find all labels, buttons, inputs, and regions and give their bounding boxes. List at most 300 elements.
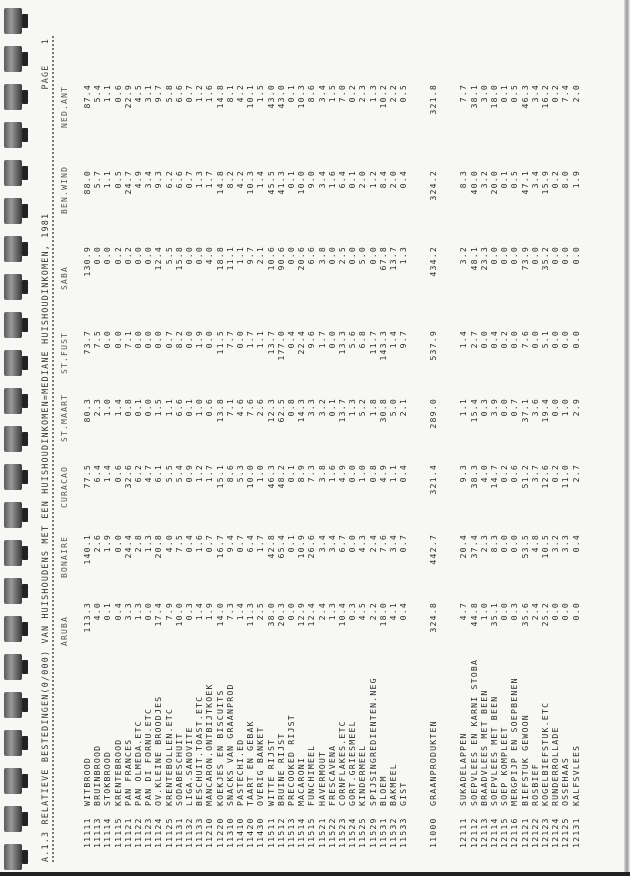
cell-value: 5.8 [163, 84, 174, 103]
cell-value: 1.1 [235, 246, 245, 265]
row-code: 11531 [377, 817, 388, 848]
cell-value: 0.0 [184, 246, 194, 265]
binding-ring-icon [4, 616, 22, 642]
table-row [255, 22, 265, 868]
table-row [357, 22, 367, 868]
binding-ring-icon [4, 46, 22, 72]
cell-value: 4.0 [92, 602, 103, 621]
cell-value: 8.3 [489, 534, 499, 553]
row-label: STOKBROOD [102, 750, 113, 806]
cell-value: 12.4 [153, 246, 164, 271]
cell-value: 4.9 [337, 464, 347, 483]
cell-value: 0.0 [529, 246, 540, 265]
cell-value: 8.6 [306, 84, 317, 103]
column-header: BONAIRE [60, 535, 69, 578]
cell-value: 1.1 [388, 464, 398, 483]
rotated-table-sheet [36, 22, 626, 868]
column-header: SABA [60, 265, 69, 290]
cell-value: 1.6 [194, 534, 205, 553]
cell-value: 35.1 [489, 602, 499, 627]
cell-value: 7.0 [337, 84, 347, 103]
cell-value: 289.0 [428, 398, 439, 429]
cell-value: 4.0 [163, 534, 174, 553]
cell-value: 0.4 [398, 464, 409, 483]
binding-ring-icon [4, 122, 22, 148]
cell-value: 143.3 [377, 330, 388, 361]
cell-value: 0.5 [509, 84, 520, 103]
table-row [378, 22, 388, 868]
cell-value: 0.0 [347, 534, 358, 553]
cell-value: 67.8 [377, 246, 388, 271]
cell-value: 3.3 [306, 398, 317, 417]
table-row [550, 22, 560, 868]
cell-value: 20.0 [489, 170, 499, 195]
cell-value: 434.2 [428, 246, 439, 277]
cell-value: 12.3 [265, 398, 276, 423]
table-row [520, 22, 530, 868]
row-label: TAART EN GEBAK [245, 720, 256, 806]
cell-value: 0.0 [529, 330, 540, 349]
cell-value: 6.8 [357, 330, 368, 349]
cell-value: 2.3 [357, 84, 368, 103]
cell-value: 0.0 [347, 246, 358, 265]
cell-value: 14.3 [296, 398, 307, 423]
cell-value: 4.9 [377, 464, 388, 483]
cell-value: 1.0 [102, 398, 113, 417]
table-row [368, 22, 378, 868]
cell-value: 0.8 [286, 398, 296, 417]
row-label: KOEKJES EN BISCUITS [214, 689, 225, 806]
row-label: GIST [398, 781, 409, 806]
cell-value: 0.0 [112, 330, 123, 349]
cell-value: 5.1 [540, 330, 550, 349]
column-header: BEN.WIND [60, 165, 69, 214]
row-label: BIEFSTUK GEWOON [519, 714, 530, 806]
cell-value: 7.5 [173, 534, 184, 553]
cell-value: 2.3 [478, 534, 489, 553]
cell-value: 1.3 [367, 84, 378, 103]
punch-hole [22, 318, 28, 332]
cell-value: 0.0 [102, 330, 113, 349]
column-header: ARUBA [60, 615, 69, 646]
cell-value: 5.2 [357, 398, 368, 417]
page-number: 1 [40, 38, 50, 45]
cell-value: 0.1 [326, 398, 337, 417]
cell-value: 43.0 [275, 84, 286, 109]
cell-value: 4.8 [529, 534, 540, 553]
cell-value: 0.0 [143, 398, 154, 417]
table-row [489, 22, 499, 868]
cell-value: 0.0 [204, 330, 215, 349]
row-code: 11220 [214, 817, 225, 848]
table-row [143, 22, 153, 868]
table-row [306, 22, 316, 868]
cell-value: 7.6 [519, 330, 530, 349]
cell-value: 7.1 [224, 398, 235, 417]
cell-value: 8.1 [224, 84, 235, 103]
row-code: 11420 [245, 817, 256, 848]
table-row [153, 22, 163, 868]
punch-hole [22, 14, 28, 28]
table-row [82, 22, 92, 868]
cell-value: 0.0 [133, 330, 143, 349]
cell-value: 9.3 [153, 170, 164, 189]
cell-value: 177.0 [275, 330, 286, 361]
cell-value: 6.6 [173, 170, 184, 189]
punch-hole [22, 660, 28, 674]
cell-value: 1.1 [255, 330, 266, 349]
cell-value: 140.1 [82, 534, 92, 565]
table-row [92, 22, 102, 868]
cell-value: 0.1 [347, 170, 358, 189]
cell-value: 8.9 [296, 464, 307, 483]
cell-value: 48.1 [468, 246, 479, 271]
cell-value: 26.6 [306, 534, 317, 559]
cell-value: 0.1 [102, 602, 113, 621]
row-label: CORNFLAKES.ETC [337, 720, 347, 806]
row-label: RUNDERROLLADE [550, 726, 561, 806]
cell-value: 1.6 [326, 170, 337, 189]
cell-value: 2.1 [398, 398, 409, 417]
row-label: PASTECHI.ED [235, 738, 245, 806]
table-row [266, 22, 276, 868]
table-row [337, 22, 347, 868]
cell-value: 1.5 [326, 84, 337, 103]
cell-value: 3.1 [143, 84, 154, 103]
table-row [123, 22, 133, 868]
cell-value: 0.0 [102, 246, 113, 265]
cell-value: 0.7 [163, 330, 174, 349]
cell-value: 1.9 [102, 534, 113, 553]
row-code: 11121 [122, 817, 133, 848]
row-code: 12124 [550, 817, 561, 848]
cell-value: 0.3 [184, 602, 194, 621]
cell-value: 2.5 [255, 602, 266, 621]
cell-value: 10.2 [377, 84, 388, 109]
row-label: MACARONI [296, 756, 307, 806]
cell-value: 10.6 [265, 246, 276, 271]
cell-value: 1.1 [163, 398, 174, 417]
row-label: KRENTEBOLLEN.ETC [163, 707, 174, 806]
cell-value: 13.7 [388, 246, 398, 271]
row-code: 11000 [428, 817, 439, 848]
punch-hole [22, 736, 28, 750]
cell-value: 0.3 [509, 602, 520, 621]
row-label: MERGPIJP EN SOEPBENEN [509, 677, 520, 806]
table-row [499, 22, 509, 868]
row-label: BRAADVLEES MET BEEN [478, 689, 489, 806]
cell-value: 73.9 [519, 246, 530, 271]
table-title: A.1.3 RELATIEVE BESTEDINGEN(0/000) VAN HUISHOUDENS MET EEN HUISHOUDINKOMEN=MEDIANE HUISHOUDINKOMEN, 1981 [40, 212, 50, 862]
cell-value: 0.4 [398, 602, 409, 621]
cell-value: 0.4 [286, 330, 296, 349]
cell-value: 0.0 [367, 246, 378, 265]
row-label: OSSEHAAS [560, 756, 571, 806]
cell-value: 4.9 [133, 170, 143, 189]
row-label: SOEPVLEES EN KARNI STOBA [468, 658, 479, 806]
header-rule [52, 36, 54, 862]
punch-hole [22, 52, 28, 66]
cell-value: 0.1 [499, 84, 510, 103]
row-label: KINDERMEEL [357, 744, 368, 806]
cell-value: 1.7 [255, 534, 266, 553]
cell-value: 1.7 [245, 330, 256, 349]
binding-ring-icon [4, 464, 22, 490]
row-code: 11533 [398, 817, 409, 848]
cell-value: 13.7 [265, 330, 276, 355]
cell-value: 3.2 [316, 398, 327, 417]
cell-value: 13.7 [337, 398, 347, 423]
cell-value: 19.4 [540, 398, 550, 423]
cell-value: 42.8 [265, 534, 276, 559]
row-label: PAN DI FORNU.ETC [143, 707, 154, 806]
cell-value: 6.1 [153, 464, 164, 483]
cell-value: 1.4 [388, 330, 398, 349]
binding-ring-icon [4, 502, 22, 528]
row-code: 11514 [296, 817, 307, 848]
cell-value: 321.8 [428, 84, 439, 115]
page-indicator [40, 38, 50, 89]
cell-value: 4.3 [357, 534, 368, 553]
row-label: BAKMEEL [388, 763, 398, 806]
cell-value: 1.7 [204, 170, 215, 189]
row-code: 11115 [112, 817, 123, 848]
cell-value: 0.3 [478, 398, 489, 417]
cell-value: 13.8 [214, 398, 225, 423]
row-code: 11133 [194, 817, 205, 848]
table-row [458, 22, 468, 868]
cell-value: 9.7 [153, 84, 164, 103]
cell-value: 16.7 [214, 534, 225, 559]
row-label: BRUINBROOD [92, 744, 103, 806]
cell-value: 0.7 [509, 398, 520, 417]
cell-value: 45.5 [265, 170, 276, 195]
table-row [428, 22, 438, 868]
cell-value: 0.0 [560, 602, 571, 621]
table-row [571, 22, 581, 868]
cell-value: 4.5 [133, 84, 143, 103]
row-code: 11525 [357, 817, 368, 848]
binding-ring-icon [4, 312, 22, 338]
row-code: 12123 [540, 817, 550, 848]
cell-value: 1.3 [194, 170, 205, 189]
table-row [296, 22, 306, 868]
binding-ring-icon [4, 350, 22, 376]
cell-value: 30.8 [377, 398, 388, 423]
row-code: 11114 [102, 817, 113, 848]
cell-value: 6.4 [337, 170, 347, 189]
row-code: 12121 [519, 817, 530, 848]
row-code: 11513 [286, 817, 296, 848]
cell-value: 20.4 [458, 534, 469, 559]
cell-value: 6.6 [306, 246, 317, 265]
cell-value: 3.3 [122, 602, 133, 621]
cell-value: 9.0 [306, 170, 317, 189]
cell-value: 10.0 [245, 464, 256, 489]
row-code: 11523 [337, 817, 347, 848]
cell-value: 3.0 [478, 84, 489, 103]
cell-value: 0.1 [184, 398, 194, 417]
cell-value: 32.6 [122, 464, 133, 489]
cell-value: 7.7 [458, 84, 469, 103]
table-row [215, 22, 225, 868]
cell-value: 41.3 [275, 170, 286, 195]
punch-hole [22, 850, 28, 864]
cell-value: 6.6 [173, 84, 184, 103]
cell-value: 0.5 [112, 170, 123, 189]
cell-value: 1.0 [357, 464, 368, 483]
cell-value: 2.6 [255, 398, 266, 417]
table-row [184, 22, 194, 868]
row-code: 11521 [316, 817, 327, 848]
cell-value: 0.9 [184, 464, 194, 483]
cell-value: 0.0 [286, 246, 296, 265]
cell-value: 0.0 [347, 464, 358, 483]
cell-value: 17.4 [153, 602, 164, 627]
cell-value: 2.4 [316, 602, 327, 621]
cell-value: 1.3 [398, 246, 409, 265]
cell-value: 3.7 [529, 464, 540, 483]
cell-value: 1.3 [133, 602, 143, 621]
row-label: OV.KLEINE BROODJES [153, 695, 164, 806]
cell-value: 11.7 [367, 330, 378, 355]
row-label: BLOEM [377, 775, 388, 806]
table-row [327, 22, 337, 868]
cell-value: 8.2 [173, 330, 184, 349]
cell-value: 324.8 [428, 602, 439, 633]
punch-hole [22, 280, 28, 294]
cell-value: 53.5 [519, 534, 530, 559]
cell-value: 5.7 [92, 170, 103, 189]
cell-value: 1.9 [570, 170, 581, 189]
cell-value: 0.1 [286, 170, 296, 189]
cell-value: 15.4 [468, 398, 479, 423]
cell-value: 1.2 [367, 170, 378, 189]
cell-value: 2.4 [367, 534, 378, 553]
cell-value: 5.0 [357, 246, 368, 265]
row-label: PRECOOKED RIJST [286, 714, 296, 806]
cell-value: 0.7 [398, 534, 409, 553]
cell-value: 0.7 [184, 84, 194, 103]
row-code: 11532 [388, 817, 398, 848]
cell-value: 1.1 [102, 170, 113, 189]
binding-ring-icon [4, 540, 22, 566]
row-code: 12113 [478, 817, 489, 848]
cell-value: 7.5 [92, 330, 103, 349]
cell-value: 15.1 [214, 464, 225, 489]
row-code: 11310 [224, 817, 235, 848]
cell-value: 10.4 [337, 602, 347, 627]
cell-value: 11.0 [560, 464, 571, 489]
table-row [174, 22, 184, 868]
cell-value: 0.2 [499, 464, 510, 483]
table-row [133, 22, 143, 868]
cell-value: 11.5 [214, 330, 225, 355]
punch-hole [22, 394, 28, 408]
cell-value: 0.0 [92, 246, 103, 265]
table-row [560, 22, 570, 868]
cell-value: 3.9 [489, 398, 499, 417]
cell-value: 1.0 [194, 398, 205, 417]
cell-value: 6.2 [163, 170, 174, 189]
binding-ring-icon [4, 388, 22, 414]
row-code: 12111 [458, 817, 469, 848]
row-label: SNACKS VAN GRAANPROD [224, 683, 235, 806]
cell-value: 46.3 [519, 84, 530, 109]
cell-value: 1.0 [478, 602, 489, 621]
cell-value: 10.3 [245, 170, 256, 195]
punch-hole [22, 812, 28, 826]
cell-value: 0.0 [478, 330, 489, 349]
cell-value: 3.4 [143, 170, 154, 189]
cell-value: 0.0 [326, 330, 337, 349]
cell-value: 1.4 [194, 602, 205, 621]
cell-value: 3.4 [529, 170, 540, 189]
row-label: KALFSVLEES [570, 744, 581, 806]
binding-ring-icon [4, 198, 22, 224]
cell-value: 14.0 [214, 602, 225, 627]
cell-value: 2.0 [570, 84, 581, 103]
cell-value: 0.1 [286, 464, 296, 483]
cell-value: 46.3 [265, 464, 276, 489]
row-code: 12116 [509, 817, 520, 848]
cell-value: 0.0 [499, 246, 510, 265]
cell-value: 87.4 [82, 84, 92, 109]
cell-value: 0.0 [133, 246, 143, 265]
cell-value: 1.4 [112, 398, 123, 417]
cell-value: 5.4 [173, 464, 184, 483]
cell-value: 35.2 [540, 246, 550, 271]
row-label: BESCHUIT.TOAST.ETC [194, 695, 205, 806]
punch-hole [22, 432, 28, 446]
punch-hole [22, 508, 28, 522]
cell-value: 3.4 [388, 534, 398, 553]
cell-value: 1.1 [102, 84, 113, 103]
cell-value: 0.0 [570, 246, 581, 265]
cell-value: 0.0 [153, 330, 164, 349]
row-code: 11524 [347, 817, 358, 848]
cell-value: 5.6 [347, 330, 358, 349]
cell-value: 1.2 [194, 84, 205, 103]
cell-value: 9.7 [245, 246, 256, 265]
table-row [540, 22, 550, 868]
cell-value: 0.7 [184, 170, 194, 189]
cell-value: 0.2 [499, 330, 510, 349]
cell-value: 16.2 [540, 84, 550, 109]
cell-value: 2.2 [367, 602, 378, 621]
cell-value: 13.3 [337, 330, 347, 355]
cell-value: 9.6 [306, 330, 317, 349]
cell-value: 0.4 [570, 534, 581, 553]
cell-value: 12.9 [296, 602, 307, 627]
table-row [102, 22, 112, 868]
cell-value: 25.2 [540, 602, 550, 627]
cell-value: 6.6 [173, 398, 184, 417]
cell-value: 0.0 [143, 330, 154, 349]
cell-value: 2.8 [133, 534, 143, 553]
cell-value: 324.2 [428, 170, 439, 201]
cell-value: 11.1 [224, 246, 235, 271]
cell-value: 1.3 [143, 534, 154, 553]
table-row [225, 22, 235, 868]
cell-value: 0.6 [112, 84, 123, 103]
binding-ring-icon [4, 654, 22, 680]
cell-value: 10.0 [173, 602, 184, 627]
cell-value: 80.3 [82, 398, 92, 423]
cell-value: 14.8 [214, 170, 225, 195]
cell-value: 40.0 [468, 170, 479, 195]
cell-value: 0.0 [489, 246, 499, 265]
